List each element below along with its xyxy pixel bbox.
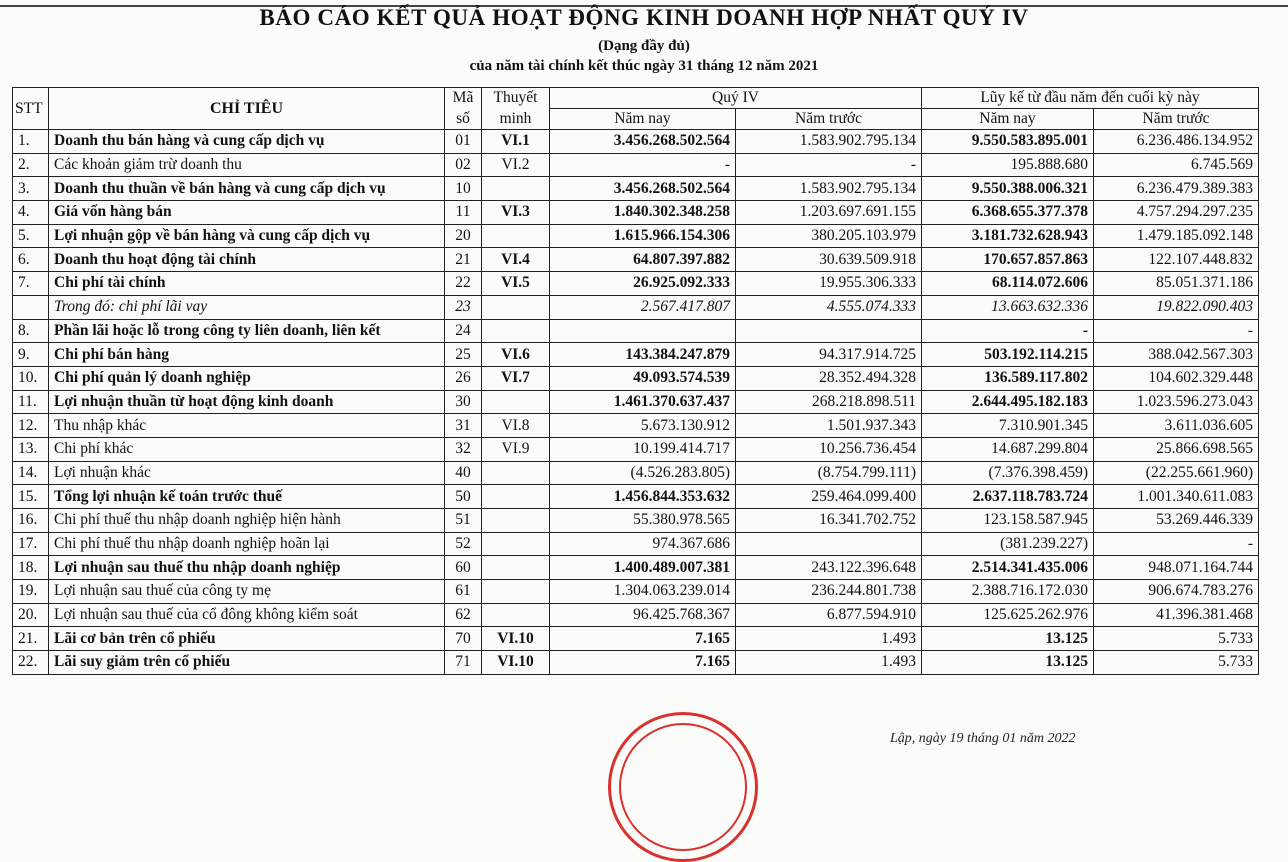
row-code: 51 [445,509,482,533]
row-code: 20 [445,224,482,248]
row-code: 30 [445,390,482,414]
row-quarter-last-year: 28.352.494.328 [736,366,922,390]
row-indicator: Lợi nhuận thuần từ hoạt động kinh doanh [49,390,445,414]
row-note: VI.10 [482,651,550,675]
table-row [13,153,1259,177]
row-ytd-this-year: 2.388.716.172.030 [922,580,1094,604]
table-row [13,414,1259,438]
table-row [13,627,1259,651]
row-quarter-this-year: 3.456.268.502.564 [550,177,736,201]
row-quarter-last-year: 236.244.801.738 [736,580,922,604]
row-note [482,556,550,580]
row-indicator: Doanh thu hoạt động tài chính [49,248,445,272]
row-code: 62 [445,603,482,627]
row-code: 11 [445,201,482,225]
table-row [13,437,1259,461]
row-ytd-this-year: 14.687.299.804 [922,437,1094,461]
header-indicator: CHỈ TIÊU [49,88,445,130]
row-quarter-last-year: 1.493 [736,651,922,675]
row-quarter-last-year: 4.555.074.333 [736,295,922,319]
table-row [13,201,1259,225]
row-quarter-this-year: 7.165 [550,651,736,675]
row-note [482,485,550,509]
table-row [13,485,1259,509]
row-ytd-this-year: 13.125 [922,651,1094,675]
row-ytd-this-year: 6.368.655.377.378 [922,201,1094,225]
row-quarter-last-year [736,532,922,556]
row-quarter-this-year: - [550,153,736,177]
row-note: VI.3 [482,201,550,225]
row-ytd-this-year: 136.589.117.802 [922,366,1094,390]
table-row [13,509,1259,533]
row-ytd-this-year: 2.514.341.435.006 [922,556,1094,580]
report-title: BÁO CÁO KẾT QUẢ HOẠT ĐỘNG KINH DOANH HỢP NHẤT QUÝ IV [259,5,1029,30]
row-ytd-last-year: 25.866.698.565 [1094,437,1259,461]
row-stt: 9. [13,343,49,367]
row-ytd-last-year: 85.051.371.186 [1094,272,1259,296]
row-indicator: Lợi nhuận gộp về bán hàng và cung cấp dịch vụ [49,224,445,248]
row-note: VI.5 [482,272,550,296]
row-note: VI.9 [482,437,550,461]
row-note: VI.6 [482,343,550,367]
row-quarter-last-year: 268.218.898.511 [736,390,922,414]
row-code: 71 [445,651,482,675]
header-stt: STT [13,88,49,130]
row-quarter-this-year: 49.093.574.539 [550,366,736,390]
row-stt: 18. [13,556,49,580]
header-quarter-this-year: Năm nay [550,109,736,130]
row-quarter-this-year: 26.925.092.333 [550,272,736,296]
row-ytd-last-year: 41.396.381.468 [1094,603,1259,627]
row-quarter-this-year: 3.456.268.502.564 [550,130,736,154]
row-stt [13,295,49,319]
row-ytd-this-year: 13.125 [922,627,1094,651]
row-quarter-last-year: 1.203.697.691.155 [736,201,922,225]
row-quarter-this-year: 10.199.414.717 [550,437,736,461]
header-ytd-last-year: Năm trước [1094,109,1259,130]
row-ytd-this-year: 503.192.114.215 [922,343,1094,367]
row-quarter-last-year [736,319,922,343]
row-ytd-this-year: 2.637.118.783.724 [922,485,1094,509]
row-indicator: Giá vốn hàng bán [49,201,445,225]
table-row [13,580,1259,604]
table-row [13,366,1259,390]
company-stamp-inner-ring [619,723,747,851]
row-ytd-this-year: 170.657.857.863 [922,248,1094,272]
row-code: 40 [445,461,482,485]
header-note-1: Thuyết [482,88,550,109]
table-row [13,319,1259,343]
row-indicator: Chi phí thuế thu nhập doanh nghiệp hiện hành [49,509,445,533]
row-quarter-this-year: 55.380.978.565 [550,509,736,533]
row-quarter-this-year: 64.807.397.882 [550,248,736,272]
row-note [482,390,550,414]
row-stt: 22. [13,651,49,675]
row-stt: 19. [13,580,49,604]
row-quarter-last-year: 19.955.306.333 [736,272,922,296]
row-indicator: Chi phí quản lý doanh nghiệp [49,366,445,390]
row-code: 23 [445,295,482,319]
row-quarter-this-year: 1.461.370.637.437 [550,390,736,414]
row-ytd-last-year: 122.107.448.832 [1094,248,1259,272]
row-note: VI.7 [482,366,550,390]
table-row [13,224,1259,248]
table-row [13,651,1259,675]
row-note [482,532,550,556]
row-quarter-this-year: 1.456.844.353.632 [550,485,736,509]
row-quarter-last-year: 1.583.902.795.134 [736,177,922,201]
row-quarter-last-year: 1.493 [736,627,922,651]
row-code: 02 [445,153,482,177]
row-quarter-last-year: - [736,153,922,177]
row-stt: 5. [13,224,49,248]
row-quarter-last-year: 380.205.103.979 [736,224,922,248]
row-ytd-this-year: (381.239.227) [922,532,1094,556]
row-stt: 21. [13,627,49,651]
row-code: 10 [445,177,482,201]
row-stt: 12. [13,414,49,438]
row-ytd-this-year: 7.310.901.345 [922,414,1094,438]
row-stt: 6. [13,248,49,272]
report-footer: Lập, ngày 19 tháng 01 năm 2022 [890,731,1076,746]
row-indicator: Chi phí bán hàng [49,343,445,367]
row-stt: 14. [13,461,49,485]
row-ytd-last-year: 5.733 [1094,651,1259,675]
row-quarter-this-year: 7.165 [550,627,736,651]
row-quarter-this-year: 96.425.768.367 [550,603,736,627]
row-quarter-this-year [550,319,736,343]
row-ytd-last-year: 906.674.783.276 [1094,580,1259,604]
row-quarter-this-year: 2.567.417.807 [550,295,736,319]
row-ytd-last-year: 948.071.164.744 [1094,556,1259,580]
header-ytd: Lũy kế từ đầu năm đến cuối kỳ này [922,88,1259,109]
row-note [482,319,550,343]
table-row [13,130,1259,154]
row-indicator: Chi phí thuế thu nhập doanh nghiệp hoãn lại [49,532,445,556]
row-ytd-this-year: (7.376.398.459) [922,461,1094,485]
table-row [13,295,1259,319]
row-ytd-last-year: 104.602.329.448 [1094,366,1259,390]
header-quarter: Quý IV [550,88,922,109]
row-quarter-this-year: (4.526.283.805) [550,461,736,485]
row-stt: 15. [13,485,49,509]
row-ytd-last-year: - [1094,319,1259,343]
row-stt: 11. [13,390,49,414]
row-code: 50 [445,485,482,509]
row-quarter-last-year: (8.754.799.111) [736,461,922,485]
row-quarter-this-year: 1.840.302.348.258 [550,201,736,225]
row-note: VI.8 [482,414,550,438]
row-stt: 7. [13,272,49,296]
row-quarter-last-year: 16.341.702.752 [736,509,922,533]
company-stamp [608,712,758,862]
row-code: 26 [445,366,482,390]
table-row [13,461,1259,485]
row-quarter-this-year: 5.673.130.912 [550,414,736,438]
row-note [482,603,550,627]
row-ytd-last-year: (22.255.661.960) [1094,461,1259,485]
row-quarter-last-year: 10.256.736.454 [736,437,922,461]
row-code: 70 [445,627,482,651]
row-quarter-last-year: 1.501.937.343 [736,414,922,438]
row-ytd-last-year: 19.822.090.403 [1094,295,1259,319]
row-ytd-this-year: 125.625.262.976 [922,603,1094,627]
row-stt: 16. [13,509,49,533]
report-period: của năm tài chính kết thúc ngày 31 tháng 12 năm 2021 [469,58,819,74]
row-indicator: Lợi nhuận sau thuế thu nhập doanh nghiệp [49,556,445,580]
row-quarter-this-year: 974.367.686 [550,532,736,556]
row-indicator: Lãi cơ bản trên cổ phiếu [49,627,445,651]
row-indicator: Các khoản giảm trừ doanh thu [49,153,445,177]
row-note [482,461,550,485]
table-row [13,343,1259,367]
row-ytd-last-year: 6.236.479.389.383 [1094,177,1259,201]
row-stt: 17. [13,532,49,556]
row-ytd-last-year: 4.757.294.297.235 [1094,201,1259,225]
row-code: 52 [445,532,482,556]
row-quarter-last-year: 6.877.594.910 [736,603,922,627]
row-ytd-last-year: 3.611.036.605 [1094,414,1259,438]
row-note [482,509,550,533]
row-ytd-last-year: 53.269.446.339 [1094,509,1259,533]
report-subtitle: (Dạng đầy đủ) [598,38,690,54]
table-row [13,272,1259,296]
row-indicator: Thu nhập khác [49,414,445,438]
row-quarter-last-year: 30.639.509.918 [736,248,922,272]
row-quarter-this-year: 1.304.063.239.014 [550,580,736,604]
row-code: 31 [445,414,482,438]
row-quarter-this-year: 1.615.966.154.306 [550,224,736,248]
row-note [482,295,550,319]
table-row [13,556,1259,580]
row-ytd-this-year: 3.181.732.628.943 [922,224,1094,248]
row-stt: 8. [13,319,49,343]
row-stt: 20. [13,603,49,627]
row-code: 61 [445,580,482,604]
row-ytd-this-year: - [922,319,1094,343]
row-indicator: Lợi nhuận sau thuế của công ty mẹ [49,580,445,604]
header-quarter-last-year: Năm trước [736,109,922,130]
row-ytd-last-year: - [1094,532,1259,556]
table-row [13,390,1259,414]
row-ytd-last-year: 1.023.596.273.043 [1094,390,1259,414]
row-ytd-this-year: 13.663.632.336 [922,295,1094,319]
row-quarter-last-year: 1.583.902.795.134 [736,130,922,154]
row-quarter-last-year: 243.122.396.648 [736,556,922,580]
row-ytd-last-year: 1.001.340.611.083 [1094,485,1259,509]
row-code: 32 [445,437,482,461]
row-stt: 2. [13,153,49,177]
row-code: 25 [445,343,482,367]
row-ytd-last-year: 1.479.185.092.148 [1094,224,1259,248]
row-ytd-this-year: 9.550.583.895.001 [922,130,1094,154]
header-note-2: minh [482,109,550,130]
row-note [482,224,550,248]
row-code: 60 [445,556,482,580]
row-code: 24 [445,319,482,343]
row-indicator: Tổng lợi nhuận kế toán trước thuế [49,485,445,509]
row-indicator: Trong đó: chi phí lãi vay [49,295,445,319]
row-quarter-last-year: 94.317.914.725 [736,343,922,367]
row-note: VI.2 [482,153,550,177]
row-note: VI.4 [482,248,550,272]
row-ytd-this-year: 9.550.388.006.321 [922,177,1094,201]
row-ytd-this-year: 195.888.680 [922,153,1094,177]
table-row [13,248,1259,272]
row-indicator: Chi phí khác [49,437,445,461]
row-stt: 1. [13,130,49,154]
header-code-2: số [445,109,482,130]
row-stt: 3. [13,177,49,201]
row-quarter-this-year: 1.400.489.007.381 [550,556,736,580]
row-stt: 10. [13,366,49,390]
row-ytd-this-year: 123.158.587.945 [922,509,1094,533]
table-row [13,532,1259,556]
row-ytd-last-year: 388.042.567.303 [1094,343,1259,367]
header-ytd-this-year: Năm nay [922,109,1094,130]
income-statement-table [12,87,1259,675]
row-stt: 4. [13,201,49,225]
row-quarter-last-year: 259.464.099.400 [736,485,922,509]
row-ytd-last-year: 5.733 [1094,627,1259,651]
row-ytd-last-year: 6.236.486.134.952 [1094,130,1259,154]
table-row [13,603,1259,627]
row-ytd-last-year: 6.745.569 [1094,153,1259,177]
row-indicator: Doanh thu thuần về bán hàng và cung cấp dịch vụ [49,177,445,201]
row-indicator: Lãi suy giảm trên cổ phiếu [49,651,445,675]
row-indicator: Lợi nhuận khác [49,461,445,485]
row-ytd-this-year: 2.644.495.182.183 [922,390,1094,414]
row-indicator: Chi phí tài chính [49,272,445,296]
row-code: 22 [445,272,482,296]
header-code-1: Mã [445,88,482,109]
row-quarter-this-year: 143.384.247.879 [550,343,736,367]
row-indicator: Phần lãi hoặc lỗ trong công ty liên doanh, liên kết [49,319,445,343]
row-code: 01 [445,130,482,154]
row-indicator: Lợi nhuận sau thuế của cổ đông không kiểm soát [49,603,445,627]
table-row [13,177,1259,201]
row-indicator: Doanh thu bán hàng và cung cấp dịch vụ [49,130,445,154]
row-note: VI.1 [482,130,550,154]
row-note: VI.10 [482,627,550,651]
row-note [482,580,550,604]
row-stt: 13. [13,437,49,461]
row-ytd-this-year: 68.114.072.606 [922,272,1094,296]
row-code: 21 [445,248,482,272]
row-note [482,177,550,201]
